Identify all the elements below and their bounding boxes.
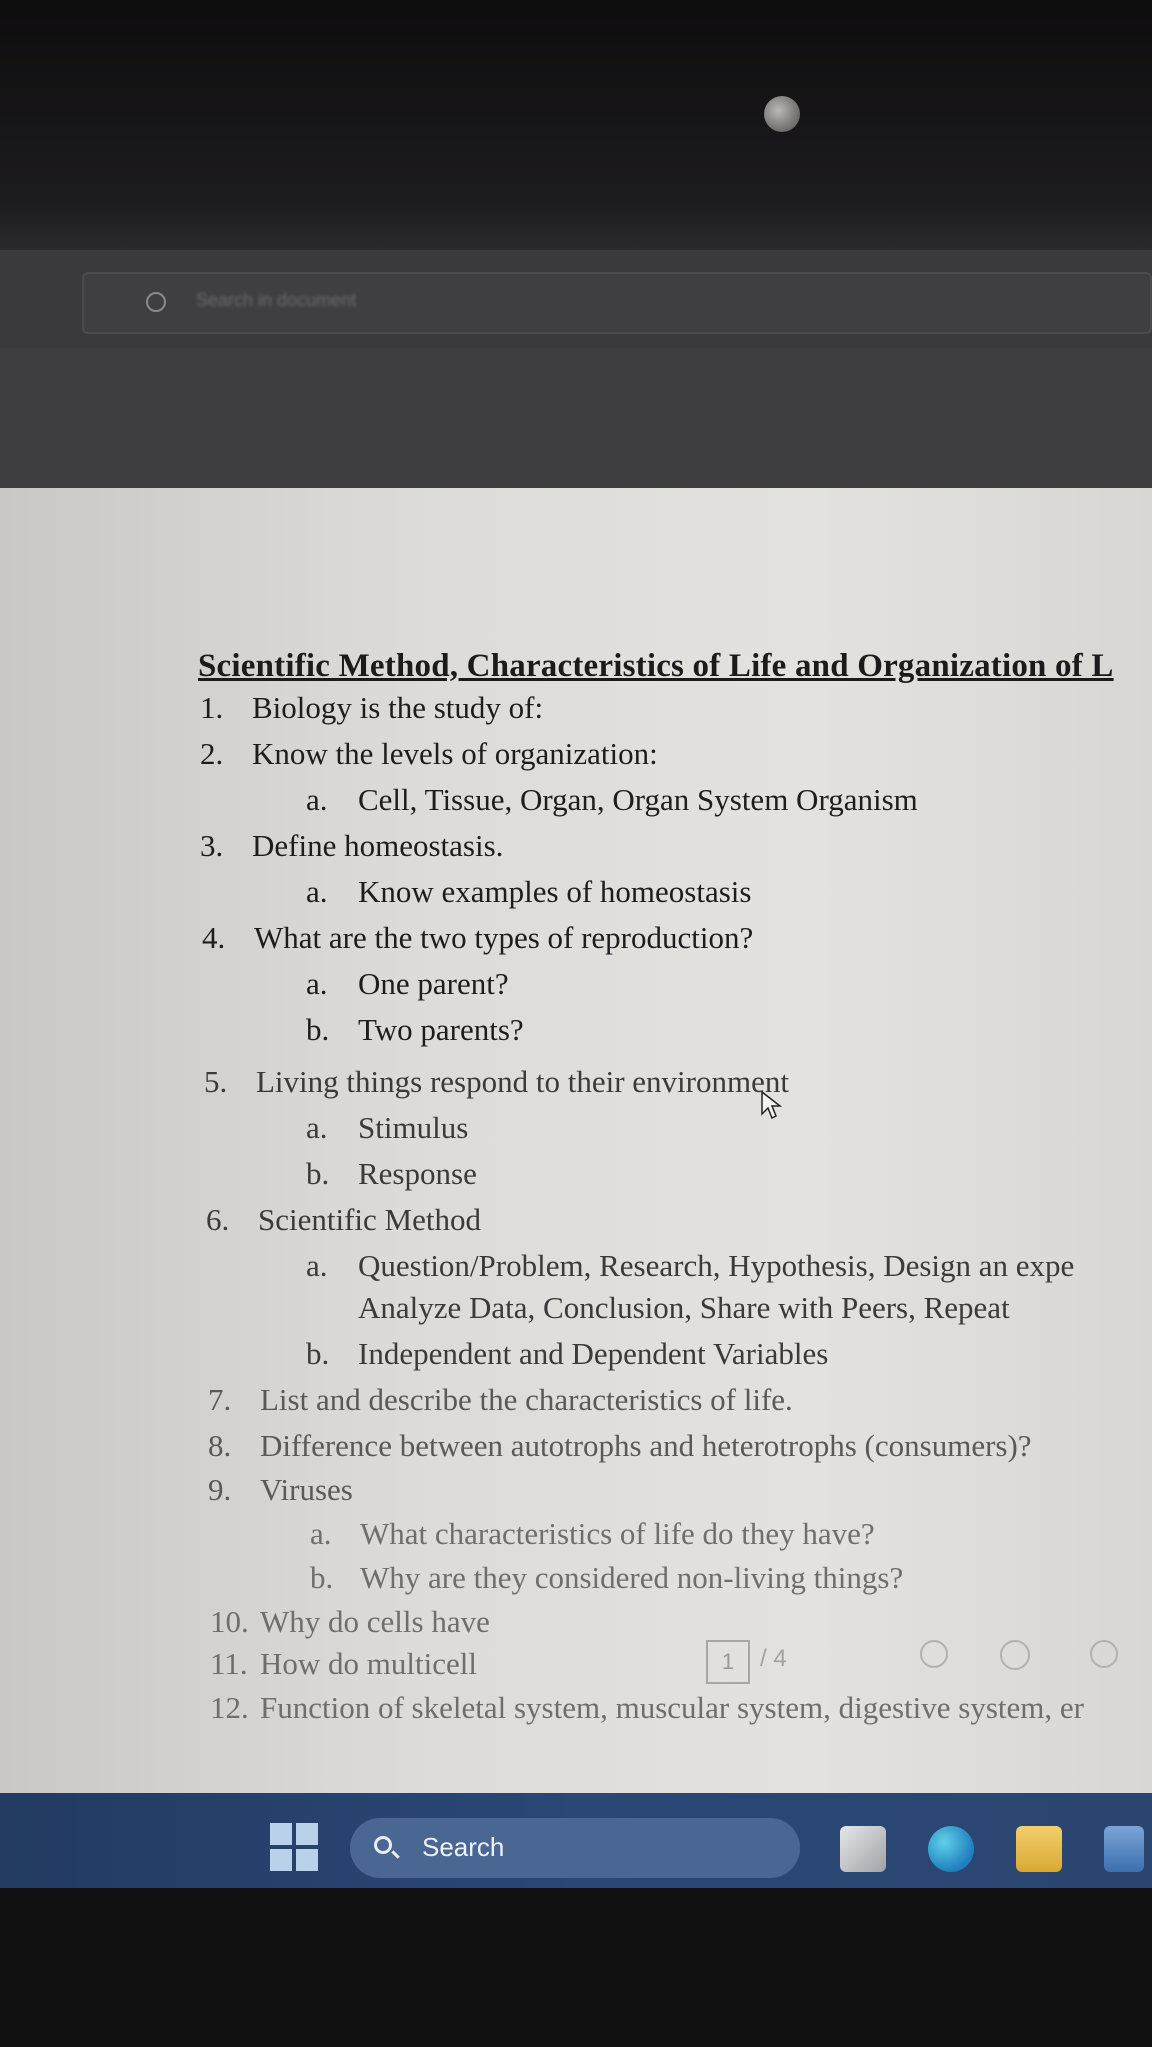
list-item-number: 5. — [204, 1064, 228, 1099]
list-item-text: Two parents? — [358, 1012, 524, 1047]
list-item-number: b. — [306, 1012, 330, 1047]
list-item-text: Difference between autotrophs and heterotrophs (consumers)? — [260, 1428, 1032, 1463]
list-item-text: Viruses — [260, 1472, 353, 1507]
taskbar-search-button[interactable] — [350, 1818, 800, 1878]
taskbar-search-label: Search — [422, 1832, 505, 1862]
list-item-number: 11. — [210, 1646, 248, 1681]
list-item-number: b. — [306, 1156, 330, 1191]
list-item-text: Question/Problem, Research, Hypothesis, Design an expe — [358, 1248, 1075, 1283]
list-item-number: 3. — [200, 828, 224, 863]
list-item-text: Define homeostasis. — [252, 828, 504, 863]
list-item-text: Scientific Method — [258, 1202, 481, 1237]
mouse-pointer-icon — [760, 1090, 782, 1120]
list-item-number: a. — [310, 1516, 332, 1551]
list-item-text: Why are they considered non-living things? — [360, 1560, 904, 1595]
list-item-text: Response — [358, 1156, 477, 1191]
list-item-text: Function of skeletal system, muscular system, digestive system, er — [260, 1690, 1084, 1725]
page-number-input[interactable]: 1 — [706, 1640, 750, 1684]
list-item-number: 4. — [202, 920, 226, 955]
edge-browser-icon[interactable] — [928, 1826, 974, 1872]
page-total: / 4 — [760, 1645, 787, 1672]
list-item-text: Stimulus — [358, 1110, 469, 1145]
list-item-number: 7. — [208, 1382, 232, 1417]
screen-bezel-bottom — [0, 1888, 1152, 2047]
list-item-text: What are the two types of reproduction? — [254, 920, 754, 955]
list-item-text: Why do cells have — [260, 1604, 490, 1639]
zoom-out-icon[interactable] — [920, 1640, 948, 1668]
list-item-number: 8. — [208, 1428, 232, 1463]
list-item-text: Biology is the study of: — [252, 690, 544, 725]
list-item-text: Living things respond to their environment — [256, 1064, 789, 1099]
list-item-text: Independent and Dependent Variables — [358, 1336, 829, 1371]
teams-icon[interactable] — [1104, 1826, 1144, 1872]
list-item-text: List and describe the characteristics of life. — [260, 1382, 793, 1417]
list-item-text: What characteristics of life do they have? — [360, 1516, 875, 1551]
list-item-text: How do multicell — [260, 1646, 477, 1681]
list-item-text: One parent? — [358, 966, 509, 1001]
list-item-number: a. — [306, 966, 328, 1001]
list-item-number: 12. — [210, 1690, 249, 1725]
list-item-number: 10. — [210, 1604, 249, 1639]
list-item-number: a. — [306, 874, 328, 909]
zoom-in-icon[interactable] — [1090, 1640, 1118, 1668]
list-item-number: a. — [306, 1248, 328, 1283]
list-item-number: a. — [306, 1110, 328, 1145]
fit-page-icon[interactable] — [1000, 1640, 1030, 1670]
list-item-number: 2. — [200, 736, 224, 771]
list-item-number: a. — [306, 782, 328, 817]
list-item-text: Know the levels of organization: — [252, 736, 658, 771]
list-item-text: Know examples of homeostasis — [358, 874, 752, 909]
list-item-number: 9. — [208, 1472, 232, 1507]
list-item-text: Cell, Tissue, Organ, Organ System Organism — [358, 782, 918, 817]
list-item-number: 1. — [200, 690, 224, 725]
list-item-text: Analyze Data, Conclusion, Share with Peers, Repeat — [358, 1290, 1010, 1325]
file-explorer-icon[interactable] — [1016, 1826, 1062, 1872]
search-icon — [374, 1836, 392, 1854]
windows-start-icon[interactable] — [270, 1823, 318, 1871]
list-item-number: 6. — [206, 1202, 230, 1237]
page-title: Scientific Method, Characteristics of Life and Organization of L — [198, 648, 1114, 684]
task-view-icon[interactable] — [840, 1826, 886, 1872]
search-placeholder: Search in document — [196, 290, 357, 310]
list-item-number: b. — [306, 1336, 330, 1371]
list-item-number: b. — [310, 1560, 334, 1595]
